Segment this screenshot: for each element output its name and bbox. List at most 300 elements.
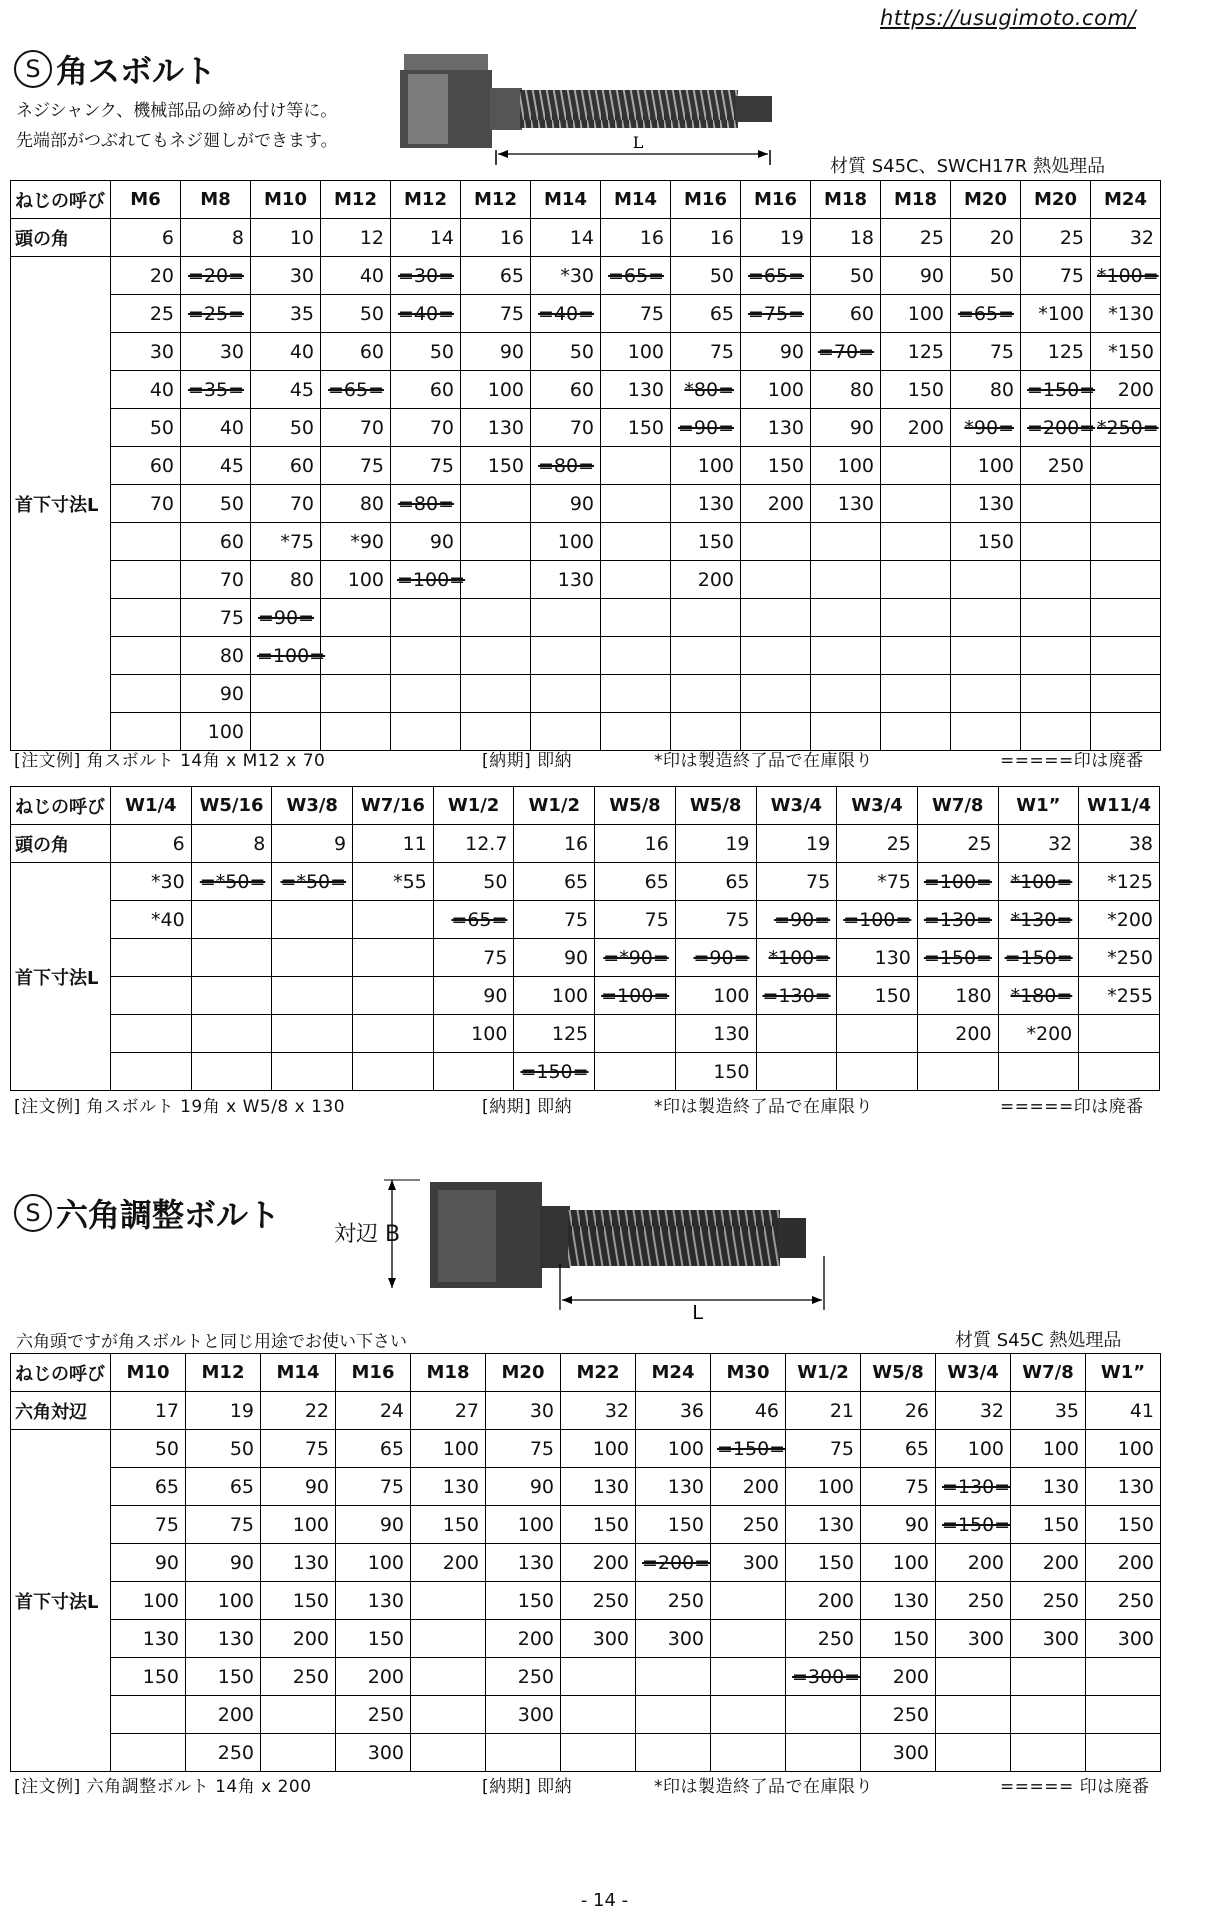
length-value: 75 [725,908,750,931]
dim-L-label: L [632,133,644,152]
table-row [11,1734,1161,1772]
length-cell [881,599,951,637]
section-title-text: 角スボルト [56,52,217,90]
length-cell [272,901,353,939]
length-value: 75 [429,454,454,477]
length-value: *255 [1107,984,1153,1007]
length-cell [111,713,181,751]
length-cell [433,863,514,901]
length-cell [1011,1468,1086,1506]
length-value: 75 [379,1475,404,1498]
length-value: 200 [697,568,734,591]
length-cell [514,1053,595,1091]
head-size-cell: 38 [1079,825,1160,863]
length-cell [881,713,951,751]
length-cell [1091,447,1161,485]
length-cell [671,713,741,751]
table-row [11,599,1161,637]
length-cell [461,523,531,561]
length-cell [186,1430,261,1468]
length-cell [881,561,951,599]
length-value: 200 [217,1703,254,1726]
head-size-cell: 24 [336,1392,411,1430]
length-value: 250 [667,1589,704,1612]
length-cell [711,1658,786,1696]
length-cell [321,295,391,333]
table-row [11,977,1160,1015]
length-cell [1021,485,1091,523]
length-cell [998,977,1079,1015]
length-value: 50 [219,492,244,515]
length-cell [786,1658,861,1696]
length-cell [336,1430,411,1468]
length-cell [251,561,321,599]
section-title-text: 六角調整ボルト [56,1196,281,1234]
length-cell [951,637,1021,675]
length-value: 60 [289,454,314,477]
length-cell [1011,1620,1086,1658]
length-cell [636,1696,711,1734]
length-cell [756,977,837,1015]
head-size-cell: 32 [998,825,1079,863]
length-cell [461,333,531,371]
length-cell [881,333,951,371]
length-cell [111,257,181,295]
length-cell [786,1620,861,1658]
table-row [11,523,1161,561]
length-cell [1079,977,1160,1015]
length-cell [186,1620,261,1658]
length-value: =150= [1027,378,1096,401]
thread-cell: W3/4 [936,1354,1011,1392]
length-cell [111,863,192,901]
length-cell [881,523,951,561]
length-value: 125 [551,1022,589,1045]
length-cell [514,901,595,939]
thread-cell: W5/8 [861,1354,936,1392]
length-value: 300 [667,1627,704,1650]
length-cell [111,485,181,523]
length-value: 150 [292,1589,329,1612]
length-value: 250 [517,1665,554,1688]
length-cell [595,939,676,977]
length-cell [111,1658,186,1696]
length-value: 60 [359,340,384,363]
length-value: =40= [397,302,454,325]
length-value: 250 [217,1741,254,1764]
length-cell [756,1015,837,1053]
length-value: 200 [892,1665,929,1688]
length-cell [486,1468,561,1506]
length-cell [1091,485,1161,523]
length-cell [251,257,321,295]
length-cell [1011,1658,1086,1696]
length-value: 50 [429,340,454,363]
length-value: 100 [1042,1437,1079,1460]
length-value: =35= [187,378,244,401]
length-value: *75 [877,870,911,893]
length-cell [595,901,676,939]
length-cell [336,1506,411,1544]
head-size-cell: 17 [111,1392,186,1430]
length-value: 300 [1117,1627,1154,1650]
length-value: =100= [601,984,670,1007]
length-cell [321,599,391,637]
length-value: 75 [639,302,664,325]
length-cell [411,1468,486,1506]
length-cell [181,409,251,447]
length-cell [111,1582,186,1620]
length-value: 100 [217,1589,254,1612]
length-value: =130= [923,908,992,931]
length-value: =80= [537,454,594,477]
length-cell [411,1734,486,1772]
thread-label-cell: ねじの呼び [11,787,111,825]
length-cell [111,1506,186,1544]
length-cell [837,1053,918,1091]
length-cell [1021,447,1091,485]
length-value: 60 [429,378,454,401]
head-size-cell: 10 [251,219,321,257]
length-value: 150 [627,416,664,439]
length-cell [671,257,741,295]
length-value: *250= [1097,416,1159,439]
length-cell [561,1658,636,1696]
length-value: 130 [837,492,874,515]
thread-cell: M18 [811,181,881,219]
length-value: 90 [569,492,594,515]
length-label-cell: 首下寸法L [11,1430,111,1772]
head-size-cell: 30 [486,1392,561,1430]
length-cell [433,977,514,1015]
length-value: 70 [429,416,454,439]
length-cell [111,371,181,409]
length-cell [1086,1430,1161,1468]
length-cell [601,485,671,523]
length-cell [998,863,1079,901]
length-cell [1011,1734,1086,1772]
length-cell [881,295,951,333]
length-cell [321,637,391,675]
length-cell [486,1582,561,1620]
length-cell [433,939,514,977]
length-cell [881,485,951,523]
length-cell [711,1544,786,1582]
length-cell [186,1468,261,1506]
length-cell [561,1620,636,1658]
length-value: 150 [817,1551,854,1574]
length-value: 100 [713,984,750,1007]
length-cell [741,333,811,371]
thread-cell: M20 [486,1354,561,1392]
length-value: 150 [592,1513,629,1536]
length-value: *40 [151,908,185,931]
length-cell [998,939,1079,977]
length-cell [111,977,192,1015]
length-value: 100 [142,1589,179,1612]
length-cell [181,333,251,371]
length-cell [261,1620,336,1658]
length-value: =100= [923,870,992,893]
head-size-cell: 16 [514,825,595,863]
length-cell [461,675,531,713]
length-cell [353,901,434,939]
head-size-cell: 27 [411,1392,486,1430]
thread-cell: W1/2 [786,1354,861,1392]
delivery-2: [納期] 即納 [482,1097,573,1117]
length-cell [191,901,272,939]
length-cell [595,977,676,1015]
length-value: *90 [350,530,384,553]
table-row [11,371,1161,409]
length-value: =100= [843,908,912,931]
length-cell [861,1582,936,1620]
length-cell [321,713,391,751]
length-cell [671,523,741,561]
head-size-cell: 12 [321,219,391,257]
length-value: *250 [1107,946,1153,969]
length-cell [261,1430,336,1468]
length-value: =130= [942,1475,1011,1498]
length-cell [561,1468,636,1506]
length-cell [411,1620,486,1658]
site-url[interactable]: https://usugimoto.com/ [880,6,1136,30]
length-value: 250 [1047,454,1084,477]
length-value: =90= [693,946,750,969]
thread-cell: W1” [1086,1354,1161,1392]
head-size-cell: 32 [561,1392,636,1430]
length-cell [881,371,951,409]
length-value: 90 [849,416,874,439]
length-value: 130 [713,1022,750,1045]
length-value: 130 [874,946,911,969]
length-cell [181,599,251,637]
head-size-cell: 36 [636,1392,711,1430]
length-cell [531,523,601,561]
length-value: =90= [257,606,314,629]
length-cell [186,1582,261,1620]
length-cell [181,371,251,409]
length-cell [181,713,251,751]
length-cell [111,675,181,713]
length-cell [741,447,811,485]
length-value: 130 [767,416,804,439]
length-cell [353,939,434,977]
length-cell [251,447,321,485]
length-cell [531,485,601,523]
thread-cell: M8 [181,181,251,219]
length-cell [881,675,951,713]
length-value: 300 [967,1627,1004,1650]
table-row [11,637,1161,675]
length-value: 130 [217,1627,254,1650]
head-size-cell: 16 [595,825,676,863]
length-value: 45 [219,454,244,477]
table-row [11,409,1161,447]
length-cell [811,561,881,599]
table-row [11,675,1161,713]
length-cell [181,447,251,485]
length-cell [1021,561,1091,599]
length-value: 50 [989,264,1014,287]
table-row [11,1468,1161,1506]
length-cell [756,863,837,901]
length-value: 75 [483,946,508,969]
length-cell [1091,561,1161,599]
length-cell [1021,371,1096,409]
length-value: 65 [644,870,669,893]
length-value: 45 [289,378,314,401]
square-bolt-image [398,40,798,165]
length-cell [561,1430,636,1468]
length-cell [811,675,881,713]
length-cell [321,675,391,713]
length-value: =150= [520,1060,589,1083]
length-cell [181,295,251,333]
length-value: 130 [517,1551,554,1574]
length-value: =70= [817,340,874,363]
head-size-cell: 21 [786,1392,861,1430]
length-cell [951,409,1021,447]
length-cell [671,485,741,523]
length-cell [936,1506,1011,1544]
length-cell [1079,1053,1160,1091]
length-value: 250 [967,1589,1004,1612]
length-cell [1021,713,1091,751]
length-cell [353,977,434,1015]
description-line-2: 先端部がつぶれてもネジ廻しができます。 [16,131,338,151]
head-size-cell: 26 [861,1392,936,1430]
length-value: 25 [149,302,174,325]
length-value: 100 [977,454,1014,477]
length-value: 150 [892,1627,929,1650]
length-cell [261,1582,336,1620]
length-cell [461,295,531,333]
length-cell [1011,1544,1086,1582]
thread-cell: W5/16 [191,787,272,825]
head-size-cell: 25 [881,219,951,257]
length-cell [531,713,601,751]
length-cell [998,1015,1079,1053]
thread-cell: M18 [411,1354,486,1392]
length-cell [601,675,671,713]
length-value: *180= [1010,984,1073,1007]
length-cell [261,1506,336,1544]
length-value: =200= [642,1551,711,1574]
length-cell [461,371,531,409]
length-cell [595,1053,676,1091]
length-cell [881,257,951,295]
length-cell [111,447,181,485]
length-cell [917,939,998,977]
length-cell [675,939,756,977]
length-cell [917,901,998,939]
length-cell [671,637,741,675]
length-cell [951,561,1021,599]
thread-cell: M12 [391,181,461,219]
length-cell [861,1696,936,1734]
length-cell [786,1734,861,1772]
length-value: =25= [187,302,244,325]
length-cell [272,1053,353,1091]
length-cell [336,1582,411,1620]
length-cell [675,1053,756,1091]
length-value: 130 [592,1475,629,1498]
length-cell [741,599,811,637]
length-cell [917,863,998,901]
thread-cell: M16 [336,1354,411,1392]
length-cell [741,637,811,675]
thread-cell: W7/8 [917,787,998,825]
length-cell [711,1696,786,1734]
length-value: 130 [367,1589,404,1612]
length-cell [936,1582,1011,1620]
length-value: 30 [149,340,174,363]
length-cell [636,1430,711,1468]
length-value: 50 [229,1437,254,1460]
length-cell [486,1544,561,1582]
length-cell [531,295,601,333]
length-cell [671,561,741,599]
length-value: 75 [499,302,524,325]
length-cell [601,295,671,333]
length-value: =30= [397,264,454,287]
length-value: 200 [1042,1551,1079,1574]
length-cell [675,901,756,939]
length-cell [837,863,918,901]
length-cell [111,561,181,599]
head-size-cell: 6 [111,825,192,863]
head-size-cell: 32 [936,1392,1011,1430]
length-value: 130 [1117,1475,1154,1498]
length-value: 200 [292,1627,329,1650]
table-row [11,1620,1161,1658]
thread-cell: M20 [1021,181,1091,219]
length-cell [461,561,531,599]
length-cell [261,1544,336,1582]
length-cell [391,371,461,409]
length-value: 100 [207,720,244,743]
head-label-cell: 六角対辺 [11,1392,111,1430]
table-row [11,1506,1161,1544]
length-cell [1011,1506,1086,1544]
length-value: 65 [379,1437,404,1460]
length-value: =40= [537,302,594,325]
length-value: 75 [806,870,831,893]
length-value: 130 [557,568,594,591]
length-cell [111,599,181,637]
length-value: 40 [359,264,384,287]
section-title-hex-adjust-bolt [14,1190,280,1236]
table-row [11,1658,1161,1696]
length-cell [1091,371,1161,409]
length-cell [811,257,881,295]
length-cell [917,1015,998,1053]
length-value: 90 [229,1551,254,1574]
order-example-2: [注文例] 角スボルト 19角 x W5/8 x 130 [14,1097,346,1117]
thread-cell: W7/16 [353,787,434,825]
length-cell [486,1506,561,1544]
length-value: 80 [289,568,314,591]
length-value: 70 [149,492,174,515]
length-value: 65 [154,1475,179,1498]
length-cell [1021,523,1091,561]
length-cell [1021,295,1091,333]
length-cell [951,713,1021,751]
length-value: 150 [1117,1513,1154,1536]
length-cell [353,1015,434,1053]
length-cell [601,409,671,447]
